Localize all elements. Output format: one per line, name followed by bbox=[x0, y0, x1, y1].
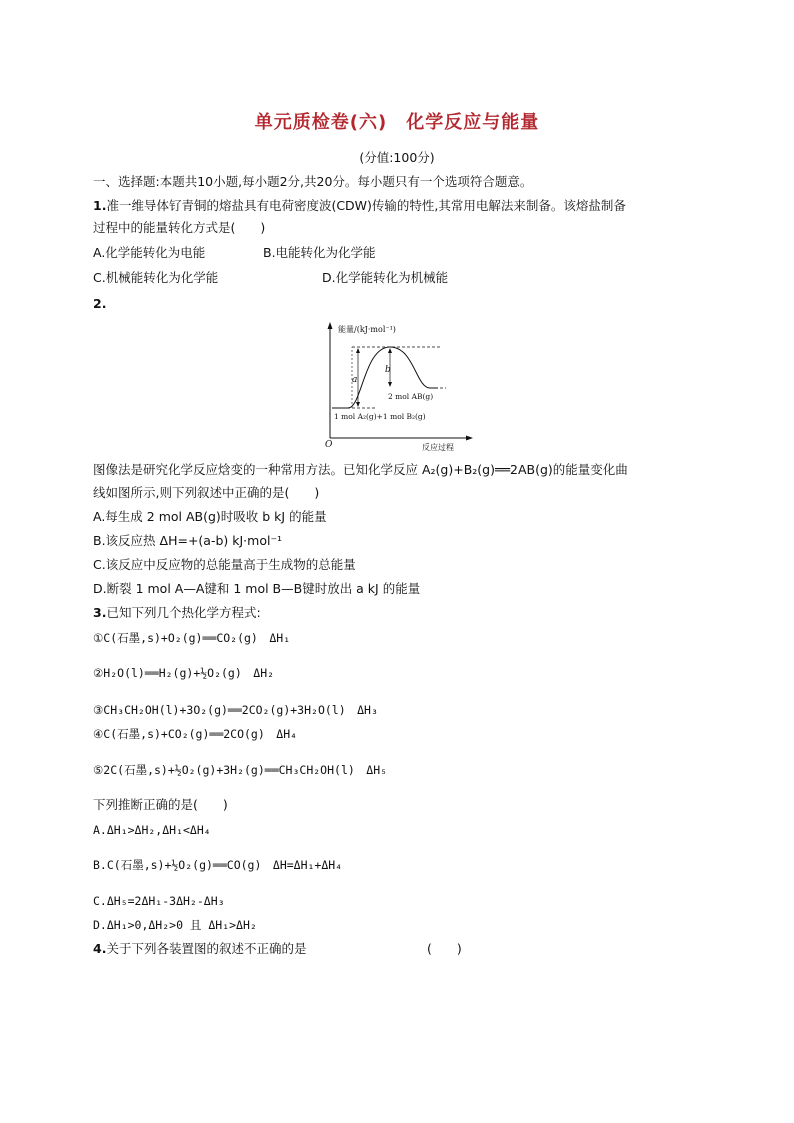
y-axis-arrow bbox=[328, 322, 333, 329]
q2-option-d: D.断裂 1 mol A—A键和 1 mol B—B键时放出 a kJ 的能量 bbox=[93, 581, 421, 596]
q1-stem-line2: 过程中的能量转化方式是( ) bbox=[93, 220, 266, 235]
a-label: a bbox=[352, 375, 358, 385]
q1-option-a: A.化学能转化为电能 bbox=[93, 245, 206, 260]
q3-option-b: B.C(石墨,s)+½O₂(g)══CO(g) ΔH=ΔH₁+ΔH₄ bbox=[93, 858, 343, 872]
q3-number: 3. bbox=[93, 605, 107, 620]
q2-number: 2. bbox=[93, 296, 107, 311]
q1-options-row2 bbox=[93, 270, 449, 286]
q3-equation-3: ③CH₃CH₂OH(l)+3O₂(g)══2CO₂(g)+3H₂O(l) ΔH₃ bbox=[93, 703, 378, 717]
q3-question: 下列推断正确的是( ) bbox=[93, 797, 228, 812]
q3-option-a: A.ΔH₁>ΔH₂,ΔH₁<ΔH₄ bbox=[93, 823, 211, 837]
q3-stem bbox=[93, 605, 261, 621]
b-label: b bbox=[385, 365, 391, 375]
section-heading: 一、选择题:本题共10小题,每小题2分,共20分。每小题只有一个选项符合题意。 bbox=[93, 174, 533, 189]
score-note: (分值:100分) bbox=[359, 150, 435, 165]
q2-stem-line1: 图像法是研究化学反应焓变的一种常用方法。已知化学反应 A₂(g)+B₂(g)══2AB(g)的能量变化曲 bbox=[93, 462, 628, 477]
q2-option-c: C.该反应中反应物的总能量高于生成物的总能量 bbox=[93, 557, 356, 572]
q2-stem-line2: 线如图所示,则下列叙述中正确的是( ) bbox=[93, 485, 320, 500]
q1-options-row1 bbox=[93, 245, 376, 261]
q2-option-a: A.每生成 2 mol AB(g)时吸收 b kJ 的能量 bbox=[93, 509, 327, 524]
origin-label: O bbox=[325, 440, 333, 450]
q3-equation-5: ⑤2C(石墨,s)+½O₂(g)+3H₂(g)══CH₃CH₂OH(l) ΔH₅ bbox=[93, 763, 388, 777]
x-axis-arrow bbox=[466, 436, 473, 441]
reactant-label: 1 mol A₂(g)+1 mol B₂(g) bbox=[334, 412, 426, 421]
q1-number: 1. bbox=[93, 198, 107, 213]
q3-equation-2: ②H₂O(l)══H₂(g)+½O₂(g) ΔH₂ bbox=[93, 666, 275, 680]
q1-stem-line1 bbox=[93, 198, 626, 214]
q3-equation-1: ①C(石墨,s)+O₂(g)══CO₂(g) ΔH₁ bbox=[93, 631, 291, 645]
q3-option-c: C.ΔH₅=2ΔH₁-3ΔH₂-ΔH₃ bbox=[93, 894, 225, 908]
q3-equation-4: ④C(石墨,s)+CO₂(g)══2CO(g) ΔH₄ bbox=[93, 727, 298, 741]
q3-text: 已知下列几个热化学方程式: bbox=[106, 605, 261, 620]
q2-option-b: B.该反应热 ΔH=+(a-b) kJ·mol⁻¹ bbox=[93, 533, 283, 548]
product-label: 2 mol AB(g) bbox=[388, 392, 434, 401]
q1-option-d: D.化学能转化为机械能 bbox=[322, 270, 449, 285]
page-title: 单元质检卷(六) 化学反应与能量 bbox=[254, 112, 540, 133]
q1-text: 准一维导体钌青铜的熔盐具有电荷密度波(CDW)传输的特性,其常用电解法来制备。该熔盐制备 bbox=[106, 198, 626, 213]
q4-answer-paren: ( ) bbox=[427, 941, 462, 956]
q3-option-d: D.ΔH₁>0,ΔH₂>0 且 ΔH₁>ΔH₂ bbox=[93, 918, 257, 932]
q4-number: 4. bbox=[93, 941, 107, 956]
q1-option-c: C.机械能转化为化学能 bbox=[93, 270, 219, 285]
q1-option-b: B.电能转化为化学能 bbox=[263, 245, 376, 260]
y-axis-label: 能量/(kJ·mol⁻¹) bbox=[338, 325, 396, 334]
energy-diagram bbox=[318, 320, 478, 452]
x-axis-label: 反应过程 bbox=[422, 443, 454, 452]
q4-stem bbox=[93, 941, 462, 957]
q4-text: 关于下列各装置图的叙述不正确的是 bbox=[106, 941, 307, 956]
